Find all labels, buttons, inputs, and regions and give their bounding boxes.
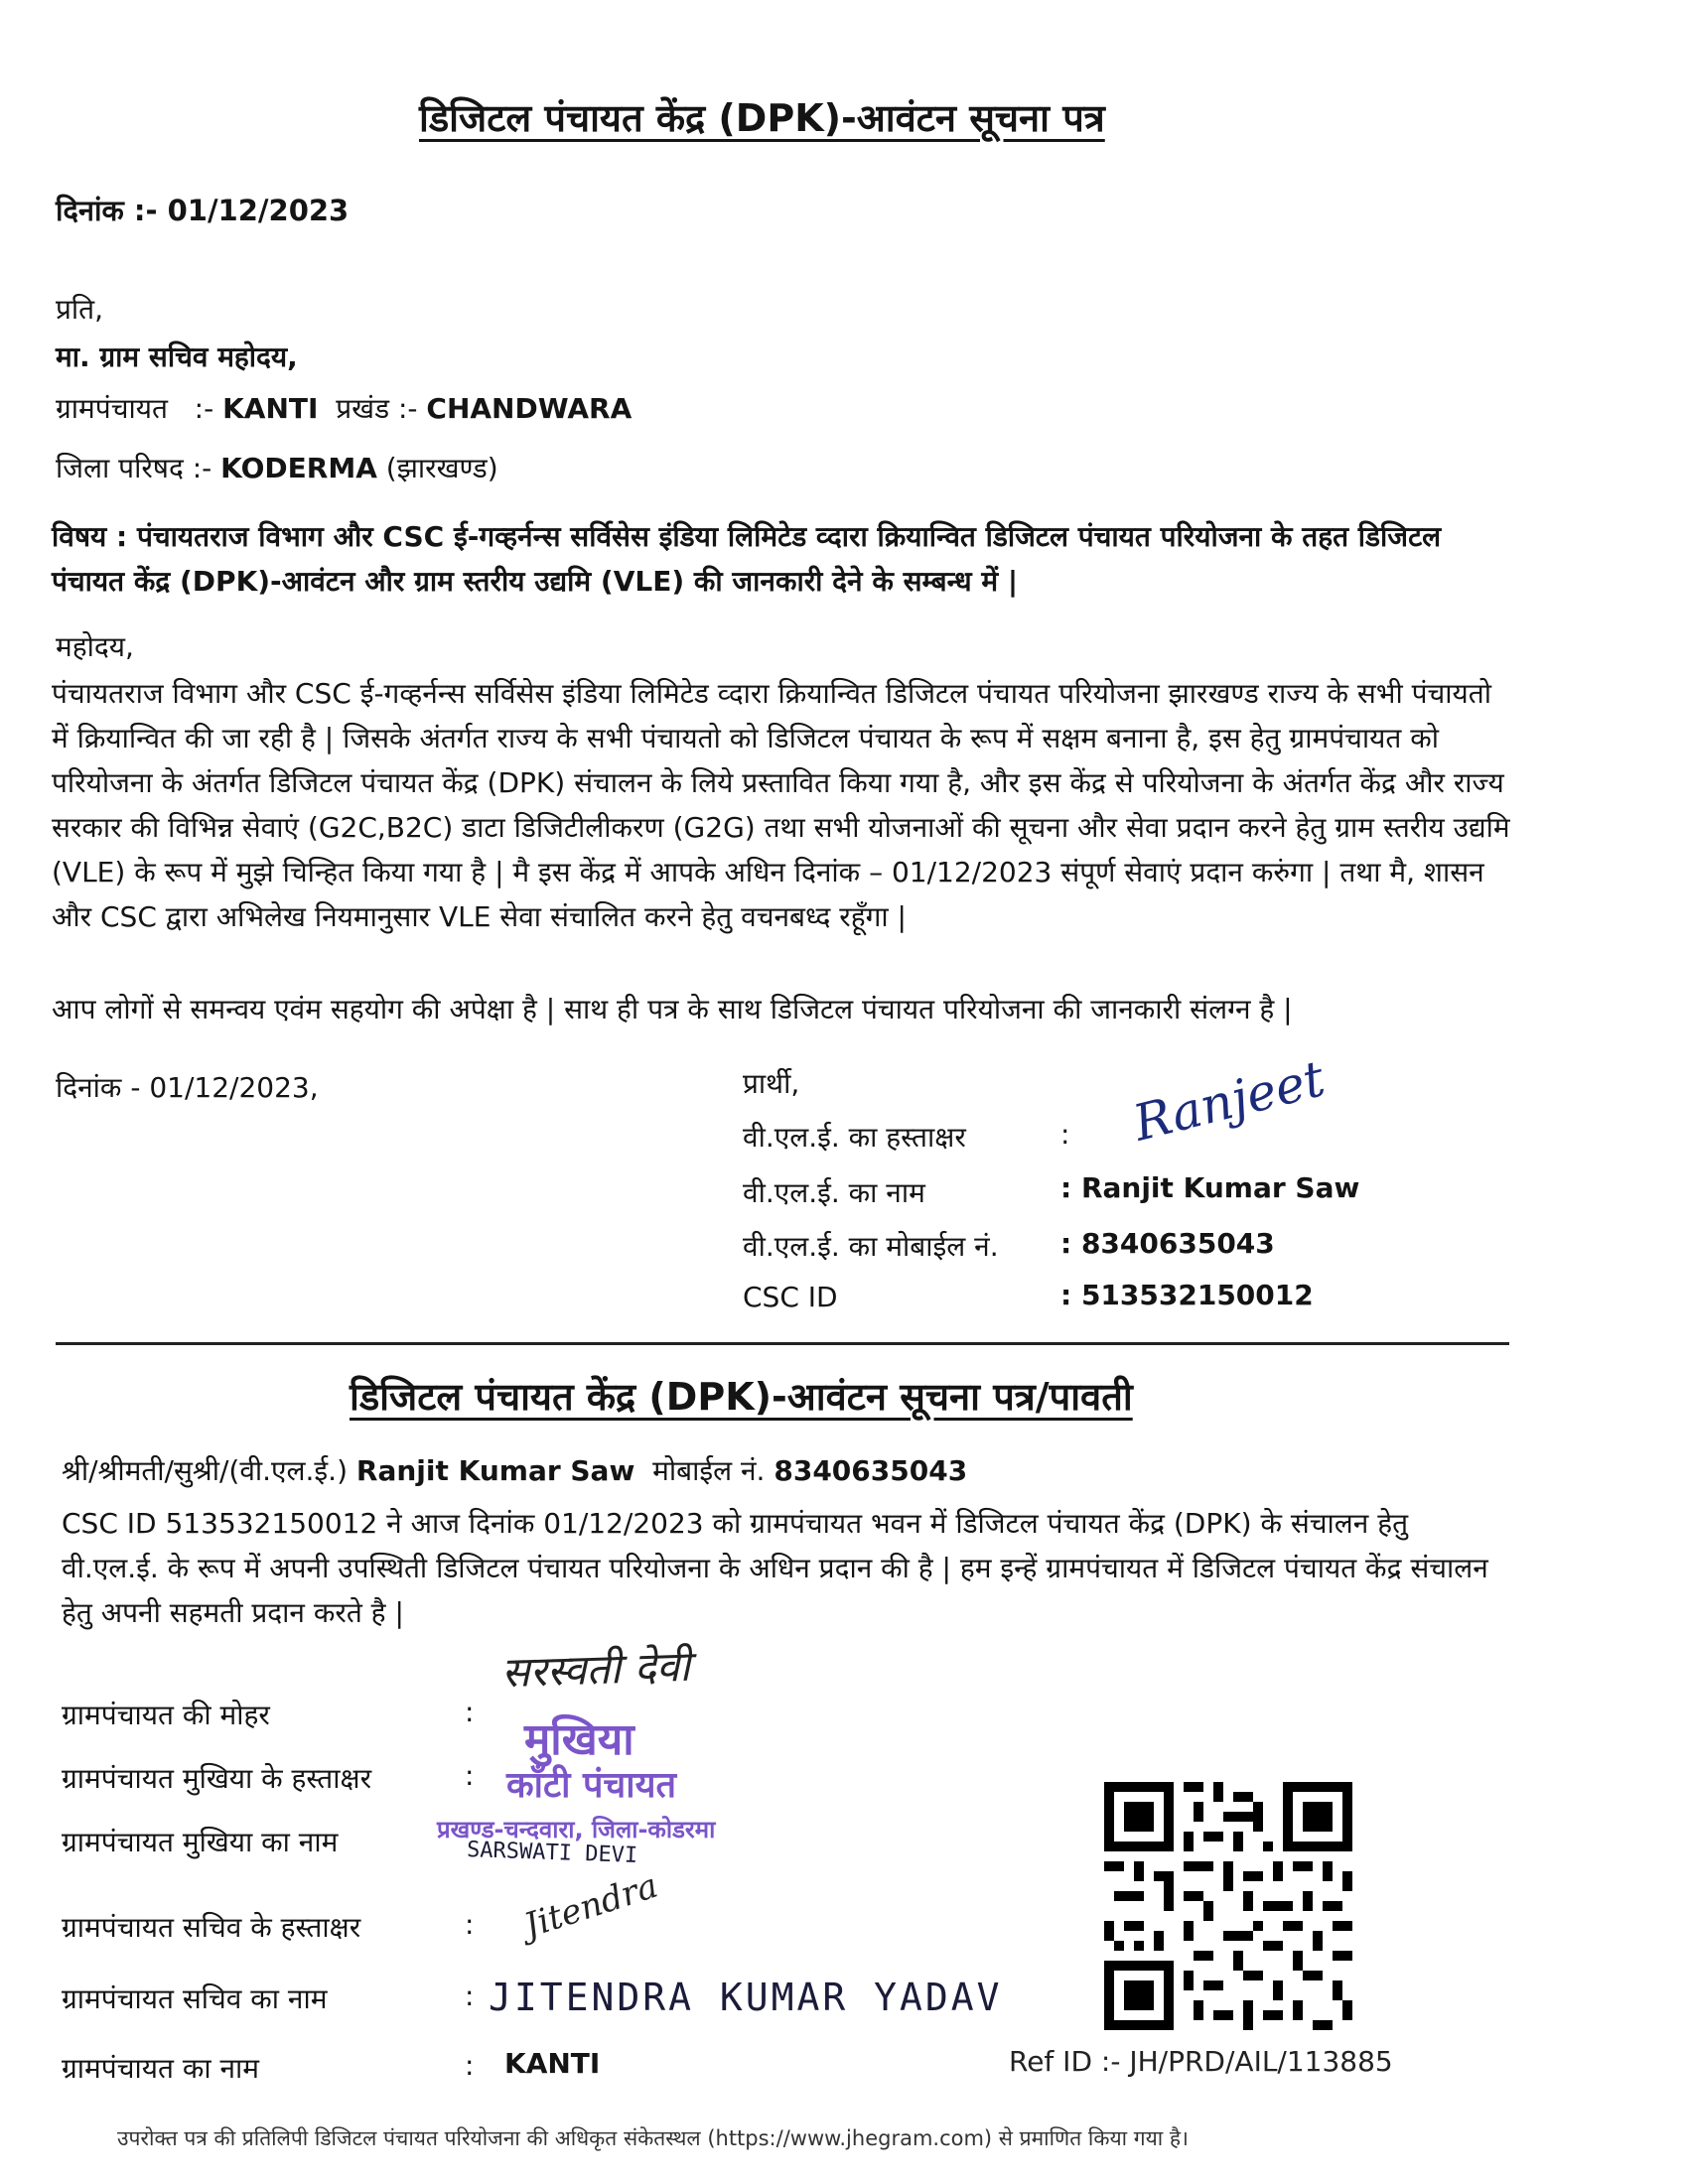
vle-mobile-value: : 8340635043 bbox=[1060, 1227, 1275, 1260]
sachiv-handwritten-signature: Jitendra bbox=[519, 1865, 663, 1947]
receipt-row-panchayat-name-label: ग्रामपंचायत का नाम bbox=[62, 2052, 260, 2085]
panchayat-line bbox=[56, 389, 632, 427]
panchayat-value: KANTI bbox=[222, 392, 319, 425]
subject-text: विषय : पंचायतराज विभाग और CSC ई-गव्हर्नन्स सर्विसेस इंडिया लिमिटेड व्दारा क्रियान्वित डिजिटल पंचायत परियोजना के तहत डिजिटल पंचायत केंद्र (DPK)-आवंटन और ग्राम स्तरीय उद्यमि (VLE) की जानकारी देने के सम्बन्ध में | bbox=[52, 520, 1442, 598]
salutation: महोदय, bbox=[56, 630, 134, 663]
receipt-row-stamp-label: ग्रामपंचायत की मोहर bbox=[62, 1699, 270, 1731]
vle-name-value: : Ranjit Kumar Saw bbox=[1060, 1171, 1360, 1204]
receipt-paragraph: CSC ID 513532150012 ने आज दिनांक 01/12/2023 को ग्रामपंचायत भवन में डिजिटल पंचायत केंद्र (DPK) के संचालन हेतु वी.एल.ई. के रूप में अपनी उपस्थिती डिजिटल पंचायत परियोजना के अधिन प्रदान की है | हम इन्हें ग्रामपंचायत में डिजिटल पंचायत केंद्र संचालन हेतु अपनी सहमती प्रदान करते है | bbox=[62, 1507, 1488, 1629]
block-label: प्रखंड :- bbox=[336, 392, 418, 425]
receipt-row-panchayat-name-colon: : bbox=[465, 2049, 475, 2082]
district-line bbox=[56, 449, 498, 486]
letter-title: डिजिटल पंचायत केंद्र (DPK)-आवंटन सूचना पत्र bbox=[419, 96, 1105, 140]
receipt-mobile-value: 8340635043 bbox=[774, 1454, 968, 1487]
receipt-vle-line bbox=[62, 1451, 967, 1489]
csc-id-label: CSC ID bbox=[743, 1281, 838, 1313]
csc-id-value: : 513532150012 bbox=[1060, 1279, 1314, 1311]
request-line: आप लोगों से समन्वय एवंम सहयोग की अपेक्षा है | साथ ही पत्र के साथ डिजिटल पंचायत परियोजना की जानकारी संलग्न है | bbox=[52, 993, 1293, 1025]
vle-signature-colon: : bbox=[1060, 1118, 1070, 1151]
section-divider bbox=[56, 1342, 1509, 1345]
stamp-panchayat: काँटी पंचायत bbox=[506, 1765, 677, 1806]
panchayat-label: ग्रामपंचायत bbox=[56, 392, 168, 425]
block-value: CHANDWARA bbox=[426, 392, 633, 425]
sign-date: दिनांक - 01/12/2023, bbox=[56, 1071, 319, 1104]
prarthi-text: प्रार्थी, bbox=[743, 1067, 800, 1100]
receipt-row-stamp-colon: : bbox=[465, 1696, 475, 1728]
stamp-district: प्रखण्ड-चन्दवारा, जिला-कोडरमा bbox=[437, 1816, 716, 1843]
receipt-vle-prefix: श्री/श्रीमती/सुश्री/(वी.एल.ई.) bbox=[62, 1454, 348, 1487]
mukhiya-handwritten-signature: सरस्वती देवी bbox=[500, 1641, 691, 1698]
addressee: मा. ग्राम सचिव महोदय, bbox=[56, 341, 298, 373]
vle-name-label: वी.एल.ई. का नाम bbox=[743, 1176, 925, 1209]
receipt-row-sachiv-name-colon: : bbox=[465, 1979, 475, 2012]
body-paragraph: पंचायतराज विभाग और CSC ई-गव्हर्नन्स सर्विसेस इंडिया लिमिटेड व्दारा क्रियान्वित डिजिटल पंचायत परियोजना झारखण्ड राज्य के सभी पंचायतो में क्रियान्वित की जा रही है | जिसके अंतर्गत राज्य के सभी पंचायतो को डिजिटल पंचायत के रूप में सक्षम बनाना है, इस हेतु ग्रामपंचायत को परियोजना के अंतर्गत डिजिटल पंचायत केंद्र (DPK) संचालन के लिये प्रस्तावित किया गया है, और इस केंद्र से परियोजना के अंतर्गत केंद्र और राज्य सरकार की विभिन्न सेवाएं (G2C,B2C) डाटा डिजिटीलीकरण (G2G) तथा सभी योजनाओं की सूचना और सेवा प्रदान करने हेतु ग्राम स्तरीय उद्यमि (VLE) के रूप में मुझे चिन्हित किया गया है | मै इस केंद्र में आपके अधिन दिनांक – 01/12/2023 संपूर्ण सेवाएं प्रदान करुंगा | तथा मै, शासन और CSC द्वारा अभिलेख नियमानुसार VLE सेवा संचालित करने हेतु वचनबध्द रहूँगा | bbox=[52, 677, 1510, 933]
receipt-title: डिजिटल पंचायत केंद्र (DPK)-आवंटन सूचना पत्र/पावती bbox=[350, 1375, 1133, 1419]
footer-note: उपरोक्त पत्र की प्रतिलिपी डिजिटल पंचायत परियोजना की अधिकृत संकेतस्थल (https://www.jhegram.com) से प्रमाणित किया गया है। bbox=[117, 2126, 1189, 2150]
receipt-row-mukhiya-name-label: ग्रामपंचायत मुखिया का नाम bbox=[62, 1826, 339, 1858]
district-label: जिला परिषद :- bbox=[56, 452, 212, 484]
district-value: KODERMA bbox=[220, 452, 377, 484]
sachiv-handwritten-name: JITENDRA KUMAR YADAV bbox=[489, 1976, 1003, 2019]
receipt-row-mukhiya-sign-label: ग्रामपंचायत मुखिया के हस्ताक्षर bbox=[62, 1762, 372, 1795]
receipt-mobile-label: मोबाईल नं. bbox=[652, 1454, 766, 1487]
mukhiya-handwritten-name: SARSWATI DEVI bbox=[466, 1838, 638, 1868]
vle-signature: Ranjeet bbox=[1127, 1049, 1331, 1153]
prati-text: प्रति, bbox=[56, 293, 104, 326]
receipt-vle-name: Ranjit Kumar Saw bbox=[355, 1454, 635, 1487]
receipt-row-sachiv-sign-label: ग्रामपंचायत सचिव के हस्ताक्षर bbox=[62, 1911, 361, 1944]
panchayat-separator: :- bbox=[194, 392, 214, 425]
letter-date: दिनांक :- 01/12/2023 bbox=[56, 194, 350, 227]
receipt-row-sachiv-name-label: ग्रामपंचायत सचिव का नाम bbox=[62, 1982, 328, 2015]
state-text: (झारखण्ड) bbox=[385, 452, 498, 484]
vle-signature-label: वी.एल.ई. का हस्ताक्षर bbox=[743, 1121, 966, 1154]
vle-mobile-label: वी.एल.ई. का मोबाईल नं. bbox=[743, 1230, 999, 1263]
receipt-row-mukhiya-sign-colon: : bbox=[465, 1759, 475, 1792]
stamp-mukhiya: मुखिया bbox=[524, 1714, 634, 1765]
qr-code-icon bbox=[1104, 1782, 1352, 2030]
receipt-panchayat-name-value: KANTI bbox=[504, 2047, 601, 2080]
ref-id: Ref ID :- JH/PRD/AIL/113885 bbox=[1009, 2045, 1393, 2078]
receipt-row-sachiv-sign-colon: : bbox=[465, 1908, 475, 1941]
